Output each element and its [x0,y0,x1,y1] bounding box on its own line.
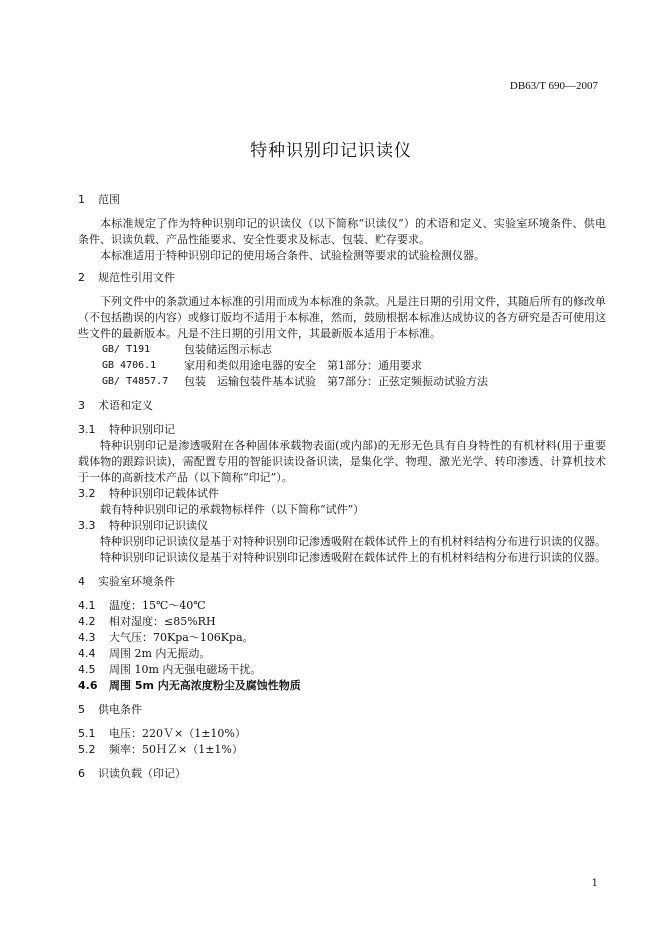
section-6-heading: 6 识读负载（印记） [78,767,186,780]
power-item: 5.2 频率：50ＨＺ×（1±1%） [78,743,243,756]
term-3-3-definition-2: 特种识别印记识读仪是基于对特种识别印记渗透吸附在载体试件上的有机材料结构分布进行识读的仪器。 [100,551,606,564]
reference-title: 包装储运图示标志 [184,343,272,356]
section-3-heading: 3 术语和定义 [78,399,153,412]
term-3-3-definition-1: 特种识别印记识读仪是基于对特种识别印记渗透吸附在载体试件上的有机材料结构分布进行识读的仪器。 [100,535,606,548]
section-2-heading: 2 规范性引用文件 [78,271,175,284]
section-1-heading: 1 范围 [78,193,120,206]
reference-code: GB 4706.1 [102,360,157,371]
term-3-2-definition: 载有特种识别印记的承载物标样件（以下简称“试件”） [100,503,365,516]
section-1-paragraph-1: 本标准规定了作为特种识别印记的识读仪（以下简称“识读仪”）的术语和定义、实验室环境条件、供电条件、识读负载、产品性能要求、安全性要求及标志、包装、贮存要求。 [78,217,606,246]
term-3-2-heading: 3.2 特种识别印记载体试件 [78,487,219,500]
reference-row [102,358,606,374]
page-number: 1 [591,878,598,889]
env-item: 4.3 大气压：70Kpa～106Kpa。 [78,631,254,644]
reference-code: GB/ T4857.7 [102,376,169,387]
document-title: 特种识别印记识读仪 [250,141,412,161]
env-item: 4.4 周围 2m 内无振动。 [78,647,211,660]
env-item: 4.1 温度：15℃～40℃ [78,599,206,612]
section-1-paragraph-2: 本标准适用于特种识别印记的使用场合条件、试验检测等要求的试验检测仪器。 [100,249,485,262]
reference-row [102,342,606,358]
section-5-heading: 5 供电条件 [78,703,142,716]
reference-title: 家用和类似用途电器的安全 第1部分：通用要求 [184,359,422,372]
env-item: 4.2 相对湿度：≤85%RH [78,615,216,628]
reference-code: GB/ T191 [102,344,151,355]
term-3-1-definition: 特种识别印记是渗透吸附在各种固体承载物表面(或内部)的无形无色具有自身特性的有机材料(用于重要载体物的跟踪识读)，需配置专用的智能识读设备识读，是集化学、物理、激光光学、转印渗透、计算机技术于一体的高新技术产品（以下简称“印记”）。 [78,439,606,484]
document-code: DB63/T 690—2007 [509,80,598,92]
env-item: 4.5 周围 10m 内无强电磁场干扰。 [78,663,262,676]
reference-row [102,374,606,390]
section-2-paragraph: 下列文件中的条款通过本标准的引用而成为本标准的条款。凡是注日期的引用文件，其随后所有的修改单（不包括勘误的内容）或修订版均不适用于本标准，然而，鼓励根据本标准达成协议的各方研究是否可使用这些文件的最新版本。凡是不注日期的引用文件，其最新版本适用于本标准。 [78,295,606,340]
document-body [78,192,606,782]
section-4-heading: 4 实验室环境条件 [78,575,175,588]
reference-title: 包装 运输包装件基本试验 第7部分：正弦定频振动试验方法 [184,375,488,388]
power-item: 5.1 电压：220Ｖ×（1±10%） [78,727,246,740]
term-3-3-heading: 3.3 特种识别印记识读仪 [78,519,208,532]
term-3-1-heading: 3.1 特种识别印记 [78,423,175,436]
env-item: 4.6 周围 5m 内无高浓度粉尘及腐蚀性物质 [78,679,301,692]
